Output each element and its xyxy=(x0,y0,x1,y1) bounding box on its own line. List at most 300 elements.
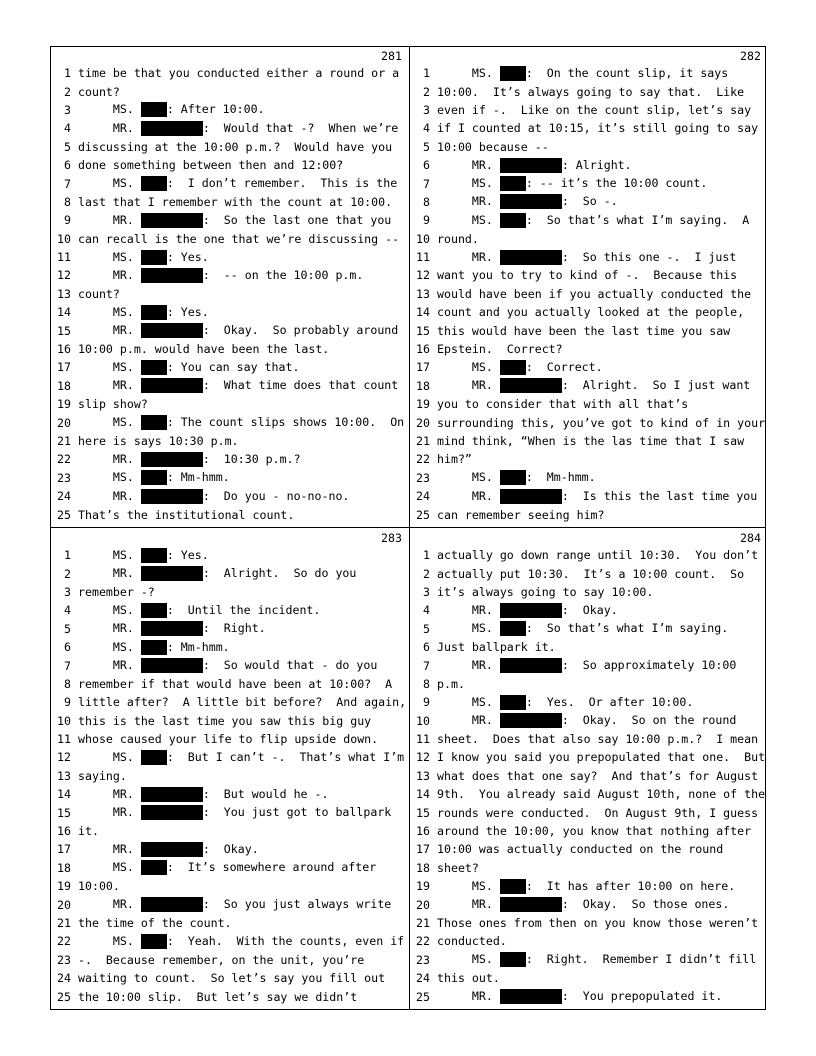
transcript-line xyxy=(410,340,767,358)
redaction-block xyxy=(141,787,203,802)
line-text xyxy=(437,489,757,504)
line-text-segment: MS. xyxy=(78,470,141,485)
line-text xyxy=(437,176,707,191)
line-text-segment: MS. xyxy=(78,359,141,374)
transcript-line xyxy=(410,969,767,987)
line-text-segment: MR. xyxy=(437,658,500,673)
redaction-block xyxy=(141,250,167,265)
line-number: 16 xyxy=(57,824,71,839)
line-number: 5 xyxy=(64,621,71,636)
line-text-segment: you to consider that with all that’s xyxy=(437,397,689,412)
line-text xyxy=(78,378,398,393)
line-text-segment: if I counted at 10:15, it’s still going to say xyxy=(437,121,759,136)
transcript-line xyxy=(51,951,408,969)
line-text-segment: : Right. xyxy=(202,621,266,636)
line-text xyxy=(78,640,230,655)
transcript-line xyxy=(51,377,408,395)
line-text xyxy=(78,934,404,949)
line-text-segment: : So you just always write xyxy=(202,897,392,912)
transcript-line xyxy=(410,193,767,211)
line-number: 19 xyxy=(57,879,71,894)
transcript-sheet xyxy=(50,46,766,1010)
line-text-segment: MS. xyxy=(78,639,141,654)
line-text-segment: last that I remember with the count at 10:00. xyxy=(78,194,393,209)
line-text-segment: time be that you conducted either a round or a xyxy=(78,66,400,81)
line-number: 21 xyxy=(57,434,71,448)
transcript-line xyxy=(51,767,408,785)
transcript-line xyxy=(410,395,767,413)
line-number: 24 xyxy=(57,971,71,986)
transcript-line xyxy=(410,64,767,82)
transcript-page xyxy=(410,47,767,527)
transcript-line xyxy=(51,230,408,248)
line-text xyxy=(78,585,155,599)
transcript-line xyxy=(410,822,767,840)
line-text-segment: : -- on the 10:00 p.m. xyxy=(202,267,364,282)
redaction-block xyxy=(500,378,562,393)
line-text xyxy=(437,324,730,338)
line-text xyxy=(78,232,399,246)
line-text xyxy=(437,397,688,411)
line-text-segment: MR. xyxy=(78,786,141,801)
transcript-line xyxy=(410,693,767,711)
line-number: 25 xyxy=(57,989,71,1004)
line-text-segment: : So that’s what I’m saying. xyxy=(525,621,729,636)
transcript-line xyxy=(51,656,408,674)
line-number: 14 xyxy=(416,305,430,320)
redaction-block xyxy=(141,415,167,430)
line-number: 18 xyxy=(416,378,430,393)
line-text-segment: -. Because remember, on the unit, you’re xyxy=(78,952,365,967)
transcript-line xyxy=(410,377,767,395)
redaction-block xyxy=(141,378,203,393)
line-text-segment: this would have been the last time you saw xyxy=(437,323,731,338)
line-text-segment: : So that’s what I’m saying. A xyxy=(525,212,750,227)
transcript-line xyxy=(410,987,767,1005)
line-text xyxy=(78,860,376,875)
line-text-segment: MR. xyxy=(78,621,141,636)
line-number: 11 xyxy=(416,250,430,265)
transcript-line xyxy=(410,413,767,431)
line-number: 21 xyxy=(57,916,71,930)
line-number: 18 xyxy=(57,378,71,393)
line-text-segment: : Okay. So those ones. xyxy=(561,897,730,912)
line-text xyxy=(437,194,618,209)
page-number: 282 xyxy=(740,49,761,63)
line-text xyxy=(437,85,744,99)
line-text-segment: done something between then and 12:00? xyxy=(78,158,344,173)
transcript-line xyxy=(410,785,767,803)
line-text-segment: : It has after 10:00 on here. xyxy=(525,878,736,893)
page-lines xyxy=(410,546,767,1006)
line-text-segment: MR. xyxy=(437,157,500,172)
line-text-segment: rounds were conducted. On August 9th, I guess xyxy=(437,805,759,820)
transcript-line xyxy=(410,712,767,730)
line-text xyxy=(78,732,378,746)
line-text xyxy=(78,990,357,1004)
line-number: 8 xyxy=(64,194,71,209)
line-number: 15 xyxy=(416,805,430,820)
line-text-segment: MS. xyxy=(78,860,141,875)
redaction-block xyxy=(141,640,167,655)
line-text-segment: I know you said you prepopulated that one. But xyxy=(437,750,766,765)
line-text xyxy=(78,342,329,356)
transcript-page xyxy=(410,529,767,1009)
redaction-block xyxy=(500,952,526,967)
line-text-segment: : Yes. Or after 10:00. xyxy=(525,694,694,709)
line-text-segment: sheet. Does that also say 10:00 p.m.? I mean xyxy=(437,732,759,747)
redaction-block xyxy=(141,658,203,673)
line-text xyxy=(78,916,232,930)
transcript-line xyxy=(410,895,767,913)
line-text-segment: : But would he -. xyxy=(202,786,329,801)
transcript-page xyxy=(51,529,408,1009)
line-text xyxy=(437,121,758,135)
line-text xyxy=(437,713,736,728)
line-number: 12 xyxy=(416,268,430,283)
redaction-block xyxy=(500,194,562,209)
line-text xyxy=(437,434,744,448)
transcript-line xyxy=(410,803,767,821)
transcript-line xyxy=(410,859,767,877)
line-text-segment: : Alright. So do you xyxy=(202,566,357,581)
line-text-segment: 10:00 was actually conducted on the round xyxy=(437,842,724,857)
transcript-line xyxy=(410,932,767,950)
line-text-segment: here is says 10:30 p.m. xyxy=(78,434,239,448)
line-text-segment: : Yeah. With the counts, even if xyxy=(166,933,405,948)
line-text-segment: can remember seeing him? xyxy=(437,507,605,522)
line-text-segment: MR. xyxy=(437,989,500,1004)
transcript-line xyxy=(51,321,408,339)
line-text-segment: MS. xyxy=(437,470,500,485)
line-text-segment: That’s the institutional count. xyxy=(78,507,295,522)
redaction-block xyxy=(141,566,203,581)
redaction-block xyxy=(500,989,562,1004)
line-text-segment: MS. xyxy=(78,176,141,191)
line-number: 24 xyxy=(416,489,430,504)
line-number: 20 xyxy=(57,897,71,912)
redaction-block xyxy=(141,323,203,338)
line-text-segment: : The count slips shows 10:00. On xyxy=(166,415,405,430)
line-text-segment: actually go down range until 10:30. You don’t xyxy=(437,548,759,563)
line-text xyxy=(437,378,750,393)
redaction-block xyxy=(500,621,526,636)
line-text-segment: : Okay. So on the round xyxy=(561,713,737,728)
transcript-line xyxy=(410,119,767,137)
line-text xyxy=(437,916,758,930)
line-text xyxy=(78,323,398,338)
line-number: 23 xyxy=(416,952,430,967)
transcript-line xyxy=(51,469,408,487)
line-text-segment: would have been if you actually conducted the xyxy=(437,286,752,301)
transcript-line xyxy=(51,693,408,711)
line-text xyxy=(78,305,209,320)
line-number: 6 xyxy=(423,158,430,173)
line-text-segment: MR. xyxy=(78,120,141,135)
line-text xyxy=(437,416,765,430)
line-text-segment: MS. xyxy=(78,249,141,264)
line-number: 9 xyxy=(423,213,430,228)
line-number: 2 xyxy=(423,84,430,99)
transcript-line xyxy=(51,432,408,450)
line-number: 7 xyxy=(423,176,430,191)
line-text xyxy=(78,769,127,783)
line-text-segment: count and you actually looked at the people, xyxy=(437,305,745,320)
line-text-segment: saying. xyxy=(78,768,127,783)
line-number: 11 xyxy=(57,732,71,747)
line-text-segment: sheet? xyxy=(437,860,479,875)
transcript-line xyxy=(51,969,408,987)
line-text xyxy=(78,434,239,448)
redaction-block xyxy=(141,548,167,563)
transcript-line xyxy=(51,601,408,619)
line-text xyxy=(437,567,744,581)
line-text-segment: can recall is the one that we’re discussing -- xyxy=(78,231,400,246)
line-text xyxy=(78,971,385,985)
line-text-segment: : Is this the last time you xyxy=(561,488,758,503)
line-text-segment: : After 10:00. xyxy=(166,102,265,117)
line-text-segment: want you to try to kind of -. Because this xyxy=(437,268,738,283)
line-text xyxy=(78,195,392,209)
line-text xyxy=(78,287,120,301)
line-text-segment: MS. xyxy=(78,102,141,117)
line-text-segment: MR. xyxy=(78,897,141,912)
line-number: 23 xyxy=(416,470,430,485)
line-text xyxy=(78,658,377,673)
page-lines xyxy=(51,64,408,524)
transcript-line xyxy=(51,82,408,100)
line-text xyxy=(78,548,209,563)
line-text xyxy=(78,714,371,728)
line-text xyxy=(78,508,294,522)
line-text xyxy=(78,824,99,838)
line-number: 10 xyxy=(57,231,71,246)
line-number: 6 xyxy=(64,640,71,655)
line-text xyxy=(78,897,391,912)
transcript-line xyxy=(410,266,767,284)
line-text-segment: this is the last time you saw this big guy xyxy=(78,713,372,728)
line-number: 20 xyxy=(416,897,430,912)
transcript-line xyxy=(410,82,767,100)
transcript-line xyxy=(410,675,767,693)
transcript-line xyxy=(410,767,767,785)
line-number: 15 xyxy=(416,323,430,338)
line-text-segment: round. xyxy=(437,231,479,246)
line-number: 21 xyxy=(416,916,430,930)
line-text-segment: MR. xyxy=(437,713,500,728)
line-number: 21 xyxy=(416,434,430,448)
line-text-segment: MS. xyxy=(437,878,500,893)
line-text-segment: : So would that - do you xyxy=(202,658,378,673)
transcript-line xyxy=(410,656,767,674)
transcript-page xyxy=(51,47,408,527)
transcript-line xyxy=(410,285,767,303)
line-text xyxy=(78,603,320,618)
line-text-segment: MR. xyxy=(437,249,500,264)
transcript-line xyxy=(410,877,767,895)
line-number: 22 xyxy=(416,934,430,949)
line-text-segment: : It’s somewhere around after xyxy=(166,860,377,875)
line-number: 4 xyxy=(64,603,71,618)
line-number: 11 xyxy=(416,732,430,747)
line-text xyxy=(437,952,756,967)
transcript-line xyxy=(51,340,408,358)
transcript-line xyxy=(410,248,767,266)
transcript-line xyxy=(410,564,767,582)
transcript-line xyxy=(51,877,408,895)
line-text-segment: : Yes. xyxy=(166,547,209,562)
line-text xyxy=(78,677,392,691)
transcript-line xyxy=(410,101,767,119)
line-number: 1 xyxy=(64,548,71,563)
transcript-line xyxy=(410,303,767,321)
line-text-segment: discussing at the 10:00 p.m.? Would have you xyxy=(78,139,393,154)
line-text xyxy=(78,566,356,581)
line-number: 15 xyxy=(57,323,71,338)
transcript-line xyxy=(51,395,408,413)
line-text-segment: MS. xyxy=(437,65,500,80)
transcript-line xyxy=(51,450,408,468)
line-text xyxy=(78,621,266,636)
transcript-line xyxy=(51,248,408,266)
transcript-line xyxy=(410,748,767,766)
line-text-segment: : Do you - no-no-no. xyxy=(202,488,350,503)
transcript-line xyxy=(51,546,408,564)
line-text xyxy=(78,250,209,265)
line-text xyxy=(437,213,749,228)
transcript-line xyxy=(410,450,767,468)
redaction-block xyxy=(500,897,562,912)
line-text xyxy=(78,268,363,283)
line-text xyxy=(437,750,765,764)
line-text xyxy=(78,66,399,80)
row-divider xyxy=(51,527,765,528)
line-text-segment: MR. xyxy=(78,805,141,820)
line-text-segment: : You just got to ballpark xyxy=(202,805,392,820)
transcript-line xyxy=(51,748,408,766)
line-text xyxy=(78,121,398,136)
redaction-block xyxy=(141,860,167,875)
line-number: 25 xyxy=(416,507,430,522)
line-number: 19 xyxy=(57,397,71,412)
line-number: 13 xyxy=(57,768,71,783)
line-text xyxy=(437,508,605,522)
line-text xyxy=(78,140,392,154)
redaction-block xyxy=(141,305,167,320)
redaction-block xyxy=(500,158,562,173)
transcript-line xyxy=(51,487,408,505)
line-number: 16 xyxy=(57,342,71,357)
line-text xyxy=(437,861,479,875)
line-text-segment: MS. xyxy=(78,602,141,617)
transcript-line xyxy=(51,730,408,748)
line-text-segment: the time of the count. xyxy=(78,916,232,930)
redaction-block xyxy=(500,879,526,894)
line-text xyxy=(437,879,735,894)
redaction-block xyxy=(141,360,167,375)
line-text-segment: MS. xyxy=(78,304,141,319)
line-number: 1 xyxy=(423,66,430,81)
line-text xyxy=(437,103,751,117)
line-number: 15 xyxy=(57,805,71,820)
line-number: 20 xyxy=(57,415,71,430)
transcript-line xyxy=(51,895,408,913)
transcript-line xyxy=(410,321,767,339)
line-text-segment: remember if that would have been at 10:00? A xyxy=(78,676,393,691)
line-text xyxy=(78,415,404,430)
redaction-block xyxy=(500,658,562,673)
line-text-segment: : Yes. xyxy=(166,304,209,319)
transcript-line xyxy=(410,840,767,858)
line-text-segment: : 10:30 p.m.? xyxy=(202,451,301,466)
line-number: 2 xyxy=(64,84,71,99)
line-text-segment: : Mm-hmm. xyxy=(525,470,596,485)
line-text-segment: MS. xyxy=(437,212,500,227)
transcript-line xyxy=(51,932,408,950)
line-text xyxy=(78,805,391,820)
line-text-segment: p.m. xyxy=(437,676,465,691)
redaction-block xyxy=(141,805,203,820)
line-text-segment: count? xyxy=(78,84,120,99)
line-number: 7 xyxy=(423,658,430,673)
line-number: 16 xyxy=(416,824,430,839)
line-text-segment: : Alright. xyxy=(561,157,632,172)
line-number: 14 xyxy=(57,305,71,320)
transcript-line xyxy=(51,413,408,431)
line-text-segment: : On the count slip, it says xyxy=(525,65,729,80)
page-lines xyxy=(51,546,408,1006)
line-text xyxy=(437,842,723,856)
line-text xyxy=(78,470,230,485)
line-text-segment: it. xyxy=(78,824,99,839)
line-text-segment: : So the last one that you xyxy=(202,212,392,227)
line-text-segment: 10:00 because -- xyxy=(437,139,549,154)
line-number: 17 xyxy=(57,842,71,857)
line-text xyxy=(437,603,618,618)
transcript-line xyxy=(410,583,767,601)
redaction-block xyxy=(141,176,167,191)
redaction-block xyxy=(141,213,203,228)
line-text xyxy=(78,750,404,765)
line-text-segment: MR. xyxy=(78,658,141,673)
line-number: 3 xyxy=(64,584,71,599)
line-text-segment: MR. xyxy=(78,378,141,393)
redaction-block xyxy=(500,470,526,485)
redaction-block xyxy=(500,603,562,618)
transcript-line xyxy=(410,730,767,748)
transcript-line xyxy=(51,358,408,376)
line-text-segment: : Mm-hmm. xyxy=(166,639,230,654)
redaction-block xyxy=(141,934,167,949)
transcript-line xyxy=(51,138,408,156)
transcript-line xyxy=(51,914,408,932)
transcript-line xyxy=(51,785,408,803)
page-lines xyxy=(410,64,767,524)
line-number: 13 xyxy=(57,286,71,301)
page-number: 281 xyxy=(381,49,402,63)
line-text-segment: 10:00. It’s always going to say that. Like xyxy=(437,84,745,99)
line-number: 24 xyxy=(416,971,430,986)
line-number: 25 xyxy=(416,989,430,1004)
line-text xyxy=(437,250,736,265)
line-text-segment: : Alright. So I just want xyxy=(561,378,751,393)
line-number: 3 xyxy=(64,102,71,117)
line-text xyxy=(78,85,120,99)
line-text-segment: : Okay. So probably around xyxy=(202,323,399,338)
line-number: 12 xyxy=(57,750,71,765)
line-number: 17 xyxy=(416,360,430,375)
line-text-segment: waiting to count. So let’s say you fill out xyxy=(78,971,386,986)
